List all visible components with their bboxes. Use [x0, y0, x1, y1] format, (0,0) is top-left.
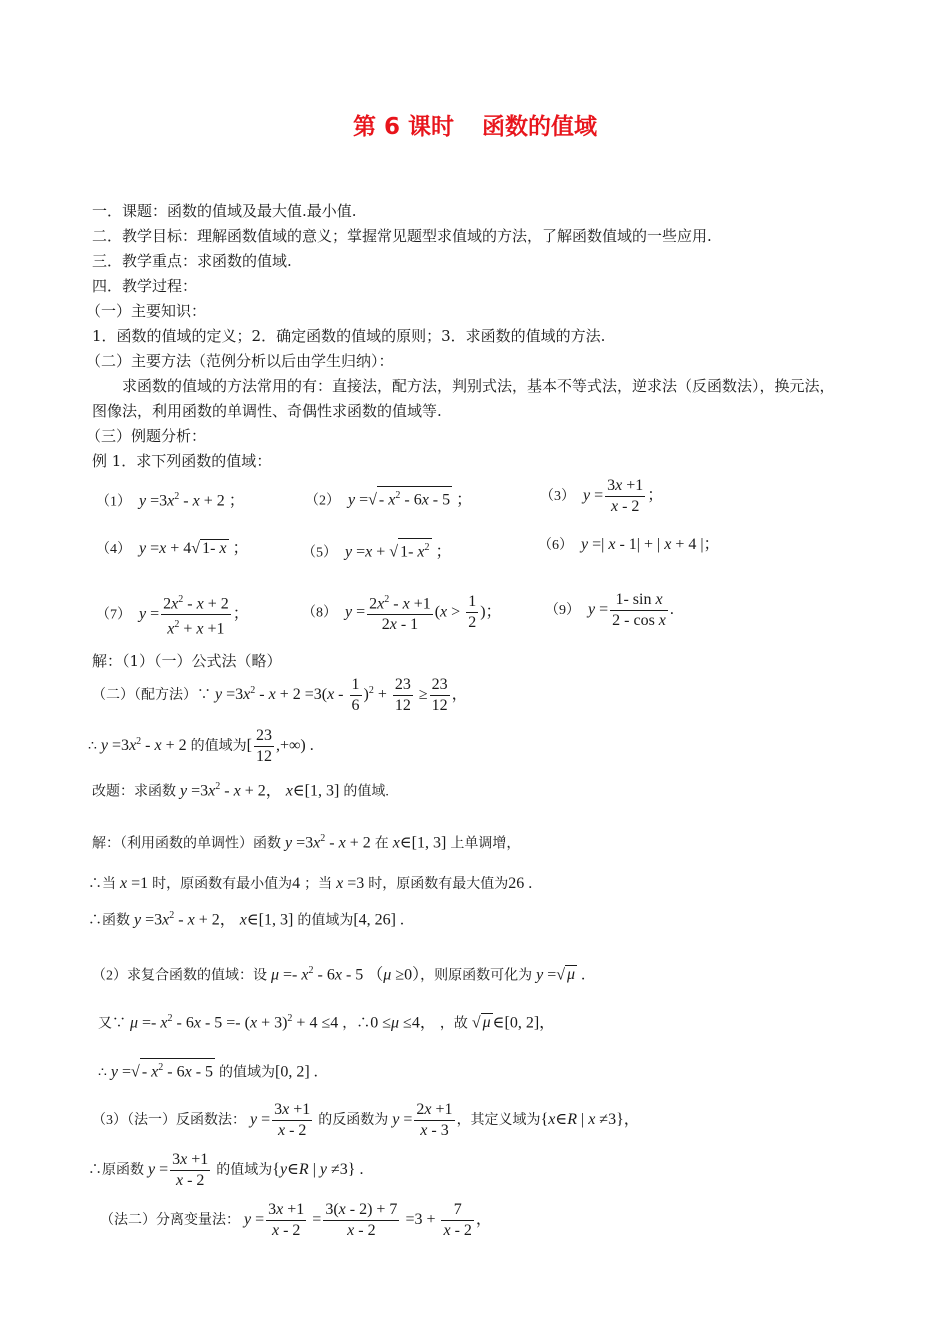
composite-function-line: （2）求复合函数的值域：设 $\mu =- x^2 - 6x - 5$ （μ ≥0），则原函数可化为 y =√ μ . — [92, 965, 586, 984]
separation-line: （法二）分离变量法： y = $\frac{3x +1}{x - 2}$ = $\frac{3(x - 2) + 7}{x - 2}$ =3 + $\frac{7}{x - 2}$ ， — [100, 1201, 492, 1239]
process-line: 四．教学过程： — [92, 277, 198, 295]
range-result-line: ∴函数 $y =3x^2 - x + 2$， x∈[1, 3] 的值域为[4, 26] . — [88, 910, 404, 929]
objective-line: 二．教学目标：理解函数值域的意义；掌握常见题型求值域的方法，了解函数值域的一些应用. — [92, 227, 712, 245]
topic-line: 一．课题：函数的值域及最大值.最小值. — [92, 202, 357, 220]
solution-1: 解：（1）（一）公式法（略） — [92, 652, 282, 670]
solution-complete-square: （二）（配方法）∵ $y =3x^2 - x + 2 =3(x$ - $\frac{1}{6}$ )$^2$ + $\frac{23}{12}$ ≥ $\frac{23}{12}$ ， — [92, 676, 468, 714]
problem-5: （5） y =x + √ 1- $x^2$ ； — [302, 538, 452, 564]
problem-3: （3） y = $\frac{3x +1}{x - 2}$ ； — [540, 477, 664, 515]
bound-line: 又∵ $\mu =- x^2 - 6x - 5 =- (x + 3)^2 + 4 \le 4$ ，∴0 ≤μ ≤4， ，故 √ μ ∈[0, 2]， — [98, 1013, 556, 1032]
section-methods: （二）主要方法（范例分析以后由学生归纳）： — [86, 352, 394, 370]
problem-2: （2） y =√ - $x^2 - 6x - 5$ ； — [305, 486, 472, 512]
inverse-range-line: ∴原函数 y = $\frac{3x +1}{x - 2}$ 的值域为{y∈R | y ≠3} . — [88, 1151, 364, 1189]
problem-6: （6） y =| x - 1| + | x + 4 |； — [538, 536, 720, 553]
problem-1: （1） $y =3x^2 - x + 2$ ； — [96, 491, 245, 510]
modified-problem: 改题：求函数 $y =3x^2 - x + 2$， x∈[1, 3] 的值域. — [92, 781, 389, 800]
problem-7: （7） y = $\frac{2x^2 - x + 2}{x^2 + x +1}$ ； — [96, 590, 249, 640]
problem-8: （8） y = $\frac{2x^2 - x +1}{2x - 1}$ (x > $\frac{1}{2}$ )； — [302, 590, 502, 635]
monotonic-solution: 解：（利用函数的单调性）函数 $y =3x^2 - x + 2$ 在 x∈[1, 3] 上单调增， — [92, 833, 521, 852]
problem-4: （4） y =x + 4√ 1- x ； — [96, 540, 249, 557]
section-examples: （三）例题分析： — [86, 427, 207, 445]
solution-range-1: ∴ $y =3x^2 - x + 2$ 的值域为[ $\frac{23}{12}$ ,+∞) . — [88, 727, 314, 765]
page-title: 第 6 课时 函数的值域 — [352, 114, 598, 140]
problem-9: （9） y = $\frac{\text{1- sin x}}{\text{2 - cos x}}$ . — [545, 591, 674, 629]
example-1-heading: 例 1．求下列函数的值域： — [92, 452, 272, 470]
sqrt-range-line: ∴ y =√ - $x^2 - 6x - 5$ 的值域为[0, 2] . — [98, 1058, 318, 1084]
section-knowledge: （一）主要知识： — [86, 302, 207, 320]
methods-line-1: 求函数的值域的方法常用的有：直接法，配方法，判别式法，基本不等式法，逆求法（反函数法），换元法， — [122, 377, 835, 395]
focus-line: 三．教学重点：求函数的值域. — [92, 252, 292, 270]
knowledge-list: 1．函数的值域的定义；2．确定函数的值域的原则；3．求函数的值域的方法. — [92, 327, 606, 345]
methods-line-2: 图像法，利用函数的单调性、奇偶性求函数的值域等. — [92, 402, 442, 420]
min-max-line: ∴当 x =1 时，原函数有最小值为4 ；当 x =3 时，原函数有最大值为26 . — [88, 875, 533, 892]
inverse-function-line: （3）（法一）反函数法： y = $\frac{3x +1}{x - 2}$ 的反函数为 y = $\frac{2x +1}{x - 3}$ ，其定义域为{x∈R | x ≠3}， — [92, 1101, 640, 1139]
